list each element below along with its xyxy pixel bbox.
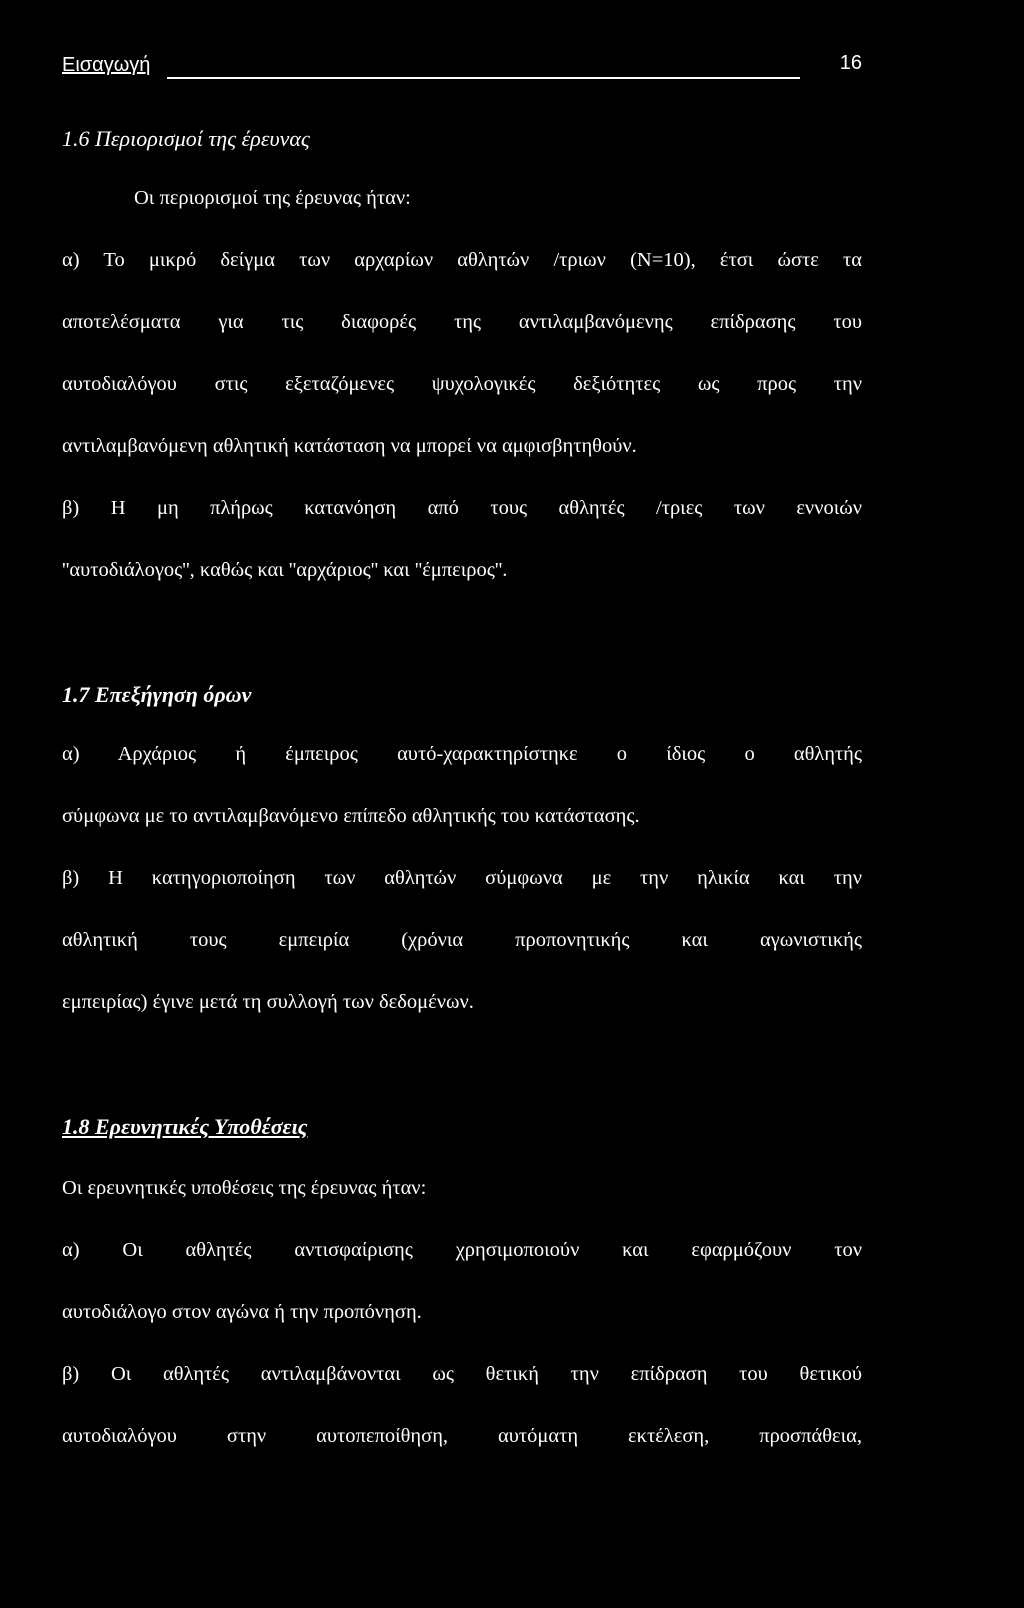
paragraph-line bbox=[62, 1302, 862, 1323]
header-rule bbox=[167, 77, 800, 79]
paragraph-line bbox=[62, 930, 862, 951]
text-line: α) Οι αθλητές αντισφαίρισης χρησιμοποιούν και εφαρμόζουν τον bbox=[62, 1239, 862, 1261]
page-number: 16 bbox=[839, 52, 862, 74]
paragraph-line bbox=[62, 1178, 862, 1199]
text-line: ''αυτοδιάλογος'', καθώς και ''αρχάριος'' και ''έμπειρος''. bbox=[62, 559, 508, 581]
section-title: 1.7 Επεξήγηση όρων bbox=[62, 682, 252, 707]
section-title: 1.6 Περιορισμοί της έρευνας bbox=[62, 126, 310, 151]
paragraph-line bbox=[62, 744, 862, 765]
paragraph-line bbox=[62, 374, 862, 395]
text-line: Οι ερευνητικές υποθέσεις της έρευνας ήταν: bbox=[62, 1177, 427, 1199]
text-line: α) Το μικρό δείγμα των αρχαρίων αθλητών /τριων (Ν=10), έτσι ώστε τα bbox=[62, 249, 862, 271]
paragraph-line bbox=[62, 560, 862, 581]
section-heading-definitions bbox=[62, 682, 862, 708]
text-line: σύμφωνα με το αντιλαμβανόμενο επίπεδο αθλητικής του κατάστασης. bbox=[62, 805, 640, 827]
paragraph-line bbox=[62, 1426, 862, 1447]
text-line: αυτοδιαλόγου στις εξεταζόμενες ψυχολογικές δεξιότητες ως προς την bbox=[62, 373, 862, 395]
header-title: Εισαγωγή bbox=[62, 54, 151, 76]
text-line: αποτελέσματα για τις διαφορές της αντιλαμβανόμενης επίδρασης του bbox=[62, 311, 862, 333]
paragraph-line bbox=[62, 312, 862, 333]
text-line: αντιλαμβανόμενη αθλητική κατάσταση να μπορεί να αμφισβητηθούν. bbox=[62, 435, 637, 457]
section-title bbox=[62, 1114, 862, 1140]
paragraph-line bbox=[62, 868, 862, 889]
section-heading-limitations bbox=[62, 126, 862, 152]
paragraph-line bbox=[62, 498, 862, 519]
text-line: αθλητική τους εμπειρία (χρόνια προπονητικής και αγωνιστικής bbox=[62, 929, 862, 951]
paragraph-line bbox=[62, 436, 862, 457]
paragraph-line bbox=[62, 1240, 862, 1261]
section-title-text: 1.8 Ερευνητικές Υποθέσεις bbox=[62, 1114, 308, 1139]
text-line: β) Οι αθλητές αντιλαμβάνονται ως θετική την επίδραση του θετικού bbox=[62, 1363, 862, 1385]
paragraph-line bbox=[62, 1364, 862, 1385]
paragraph-line bbox=[62, 250, 862, 271]
paragraph-line bbox=[62, 806, 862, 827]
section-heading-hypotheses bbox=[62, 1114, 862, 1140]
text-line: αυτοδιαλόγου στην αυτοπεποίθηση, αυτόματη εκτέλεση, προσπάθεια, bbox=[62, 1425, 862, 1447]
text-line: β) Η κατηγοριοποίηση των αθλητών σύμφωνα με την ηλικία και την bbox=[62, 867, 862, 889]
paragraph-line bbox=[62, 992, 862, 1013]
page-header bbox=[62, 52, 862, 82]
paragraph-line bbox=[134, 188, 862, 209]
text-line: α) Αρχάριος ή έμπειρος αυτό-χαρακτηρίστηκε ο ίδιος ο αθλητής bbox=[62, 743, 862, 765]
text-line: αυτοδιάλογο στον αγώνα ή την προπόνηση. bbox=[62, 1301, 422, 1323]
text-line: β) Η μη πλήρως κατανόηση από τους αθλητές /τριες των εννοιών bbox=[62, 497, 862, 519]
text-line: Οι περιορισμοί της έρευνας ήταν: bbox=[134, 187, 411, 209]
text-line: εμπειρίας) έγινε μετά τη συλλογή των δεδομένων. bbox=[62, 991, 474, 1013]
